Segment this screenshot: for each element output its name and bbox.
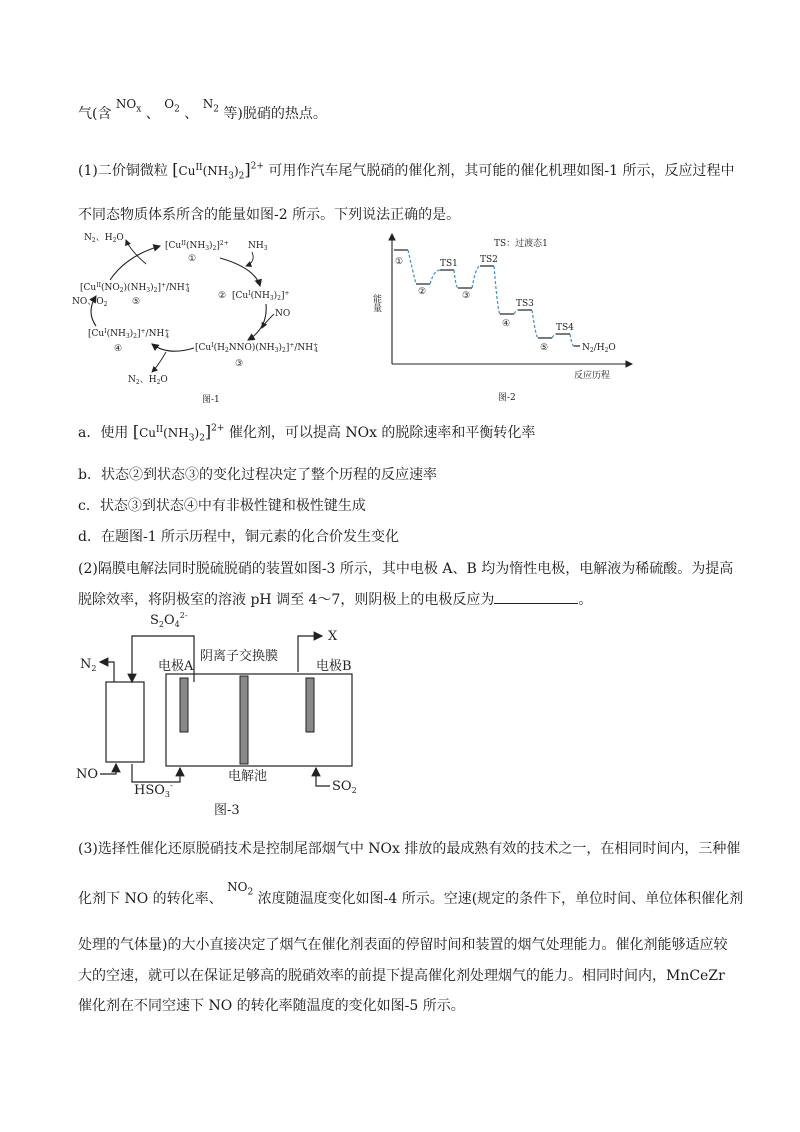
q3-line-5: 催化剂在不同空速下 NO 的转化率随温度的变化如图-5 所示。 [78, 998, 465, 1014]
fig3-caption: 图-3 [214, 803, 240, 818]
fig3-so2: $SO_2$ [332, 779, 357, 795]
intro-suffix: 等)脱硝的热点。 [223, 106, 327, 122]
q1-lead: (1)二价铜微粒 [78, 163, 168, 179]
q1-line-1 [78, 160, 734, 181]
fig3-cell: 电解池 [228, 769, 268, 784]
fig2-legend: TS：过渡态1 [494, 239, 548, 249]
fig1-num-5: ⑤ [132, 297, 141, 307]
q2-line-1: (2)隔膜电解法同时脱硫脱硝的装置如图-3 所示，其中电极 A、B 均为惰性电极，电解液为稀硫酸。为提高 [78, 561, 734, 577]
fig3-n2: $N_2$ [80, 657, 97, 673]
q3-text-2-post: 浓度随温度变化如图-4 所示。空速(规定的条件下，单位时间、单位体积催化剂 [257, 891, 744, 907]
fig1-input-nh3: $NH_3$ [248, 241, 268, 252]
q2-answer-blank[interactable] [494, 591, 578, 604]
fig1-num-1: ① [188, 254, 197, 264]
intro-species-nox: $NO_x$ [115, 97, 142, 115]
fig1-node-1: $[Cu^{II}(NH_3)_2]^{2+}$ [165, 240, 229, 252]
fig3-x: X [328, 629, 338, 644]
intro-prefix: 气(含 [78, 106, 112, 122]
q1-complex: $[Cu^{II}(NH_3)_2]^{2+}$ [172, 160, 264, 182]
fig3-s2o4: $S_2O_4^{2-}$ [150, 611, 188, 629]
q2-line-2 [78, 589, 592, 609]
q2-text-2-end: 。 [578, 592, 593, 608]
fig2-state-1: ① [395, 257, 404, 267]
q3-line-4: 大的空速，就可以在保证足够高的脱硝效率的前提下提高催化剂处理烟气的能力。相同时间内，MnCeZr [78, 968, 725, 984]
option-a-pre: a．使用 [78, 425, 129, 441]
option-a-post: 催化剂，可以提高 NOx 的脱除速率和平衡转化率 [228, 425, 536, 441]
fig3-electrode-b-rod [306, 678, 314, 732]
fig2-state-5: ⑤ [540, 343, 549, 353]
fig1-arrow-n2h2o [152, 352, 166, 372]
q2-text-2: 脱除效率，将阴极室的溶液 pH 调至 4～7，则阴极上的电极反应为 [78, 592, 495, 608]
fig1-node-2: $[Cu^I(NH_3)_2]^+$ [232, 290, 290, 302]
fig2-xlabel: 反应历程 [574, 371, 611, 381]
q3-line-3: 处理的气体量)的大小直接决定了烟气在催化剂表面的停留时间和装置的烟气处理能力。催化剂能够适应较 [78, 937, 728, 953]
fig1-input-no: NO [275, 309, 291, 319]
fig1-arrow-nh3 [246, 252, 253, 266]
fig3-electrode-a: 电极A [158, 659, 194, 674]
intro-sep-2: 、 [184, 106, 199, 122]
fig2-state-2: ② [418, 287, 427, 297]
fig3-electrode-b: 电极B [316, 659, 352, 674]
q1-line-2 [78, 204, 460, 224]
fig1-arrow-3-4 [152, 344, 194, 351]
option-a [78, 422, 535, 443]
fig1-output-bottom: $N_2$、$H_2O$ [128, 375, 168, 386]
fig3-line-so2 [316, 768, 330, 786]
fig3-line-n2 [100, 662, 114, 682]
fig3-absorber-box [106, 682, 144, 762]
q3-species-no2: $NO_2$ [227, 880, 254, 898]
q3-line-2 [78, 880, 744, 909]
fig3-membrane-bar [240, 676, 248, 764]
intro-species-n2: $N_2$ [202, 97, 219, 115]
option-a-complex: $[Cu^{II}(NH_3)_2]^{2+}$ [132, 422, 225, 444]
fig1-caption: 图-1 [202, 395, 220, 405]
fig3-cell-box [166, 674, 352, 766]
fig3-hso3: $HSO_3^-$ [134, 781, 173, 799]
q3-line-1: (3)选择性催化还原脱硝技术是控制尾部烟气中 NOx 排放的最成熟有效的技术之一，在相同时间内，三种催 [78, 841, 741, 857]
fig2-ts-1: TS1 [440, 259, 458, 269]
figure-3-electrolysis [70, 610, 390, 820]
fig2-ylabel: 能量 [371, 294, 381, 312]
fig1-output-top: $N_2$、$H_2O$ [84, 233, 124, 244]
fig2-state-4: ④ [502, 319, 511, 329]
fig3-electrode-a-rod [180, 678, 188, 732]
fig3-membrane: 阴离子交换膜 [200, 649, 279, 664]
fig3-line-hso3 [132, 764, 180, 782]
q1-text-1: 可用作汽车尾气脱硝的催化剂，其可能的催化机理如图-1 所示，反应过程中 [268, 163, 735, 179]
fig1-node-5: $[Cu^{II}(NO_2)(NH_3)_2]^+/NH^+$ 4 [80, 282, 190, 294]
option-b: b．状态②到状态③的变化过程决定了整个历程的反应速率 [78, 467, 437, 483]
fig1-node-3: $[Cu^I(H_2NNO)(NH_3)_2]^+/NH^+$ 4 [195, 342, 319, 354]
fig1-input-no-o2: NO、$O_2$ [72, 297, 108, 308]
intro-species-o2: $O_2$ [164, 97, 180, 115]
fig1-arrow-1-2 [220, 258, 260, 286]
figure-1-mechanism [70, 228, 330, 408]
fig3-line-no [100, 764, 116, 774]
fig2-ts-4: TS4 [556, 323, 574, 333]
fig2-state-3: ③ [462, 291, 471, 301]
q1-text-2: 不同态物质体系所含的能量如图-2 所示。下列说法正确的是。 [78, 207, 461, 223]
option-c: c．状态③到状态④中有非极性键和极性键生成 [78, 498, 366, 514]
q3-text-2-pre: 化剂下 NO 的转化率、 [78, 891, 223, 907]
fig1-arrow-2-3 [248, 304, 266, 340]
fig2-product: $N_2/H_2O$ [582, 343, 616, 354]
figure-2-energy [370, 228, 640, 408]
fig1-num-4: ④ [114, 344, 123, 354]
fig2-caption: 图-2 [498, 393, 516, 403]
fig2-ts-3: TS3 [516, 299, 534, 309]
fig2-ts-2: TS2 [480, 255, 498, 265]
fig1-num-3: ③ [235, 359, 244, 369]
fig3-no: NO [76, 767, 99, 782]
fig1-arrow-5-1 [110, 246, 160, 280]
option-d: d．在题图-1 所示历程中，铜元素的化合价发生变化 [78, 529, 400, 545]
fig1-node-4: $[Cu^I(NH_3)_2]^+/NH^+$ 4 [88, 328, 170, 340]
intro-sep-1: 、 [145, 106, 160, 122]
intro-line [78, 97, 327, 124]
fig1-num-2: ② [218, 291, 227, 301]
